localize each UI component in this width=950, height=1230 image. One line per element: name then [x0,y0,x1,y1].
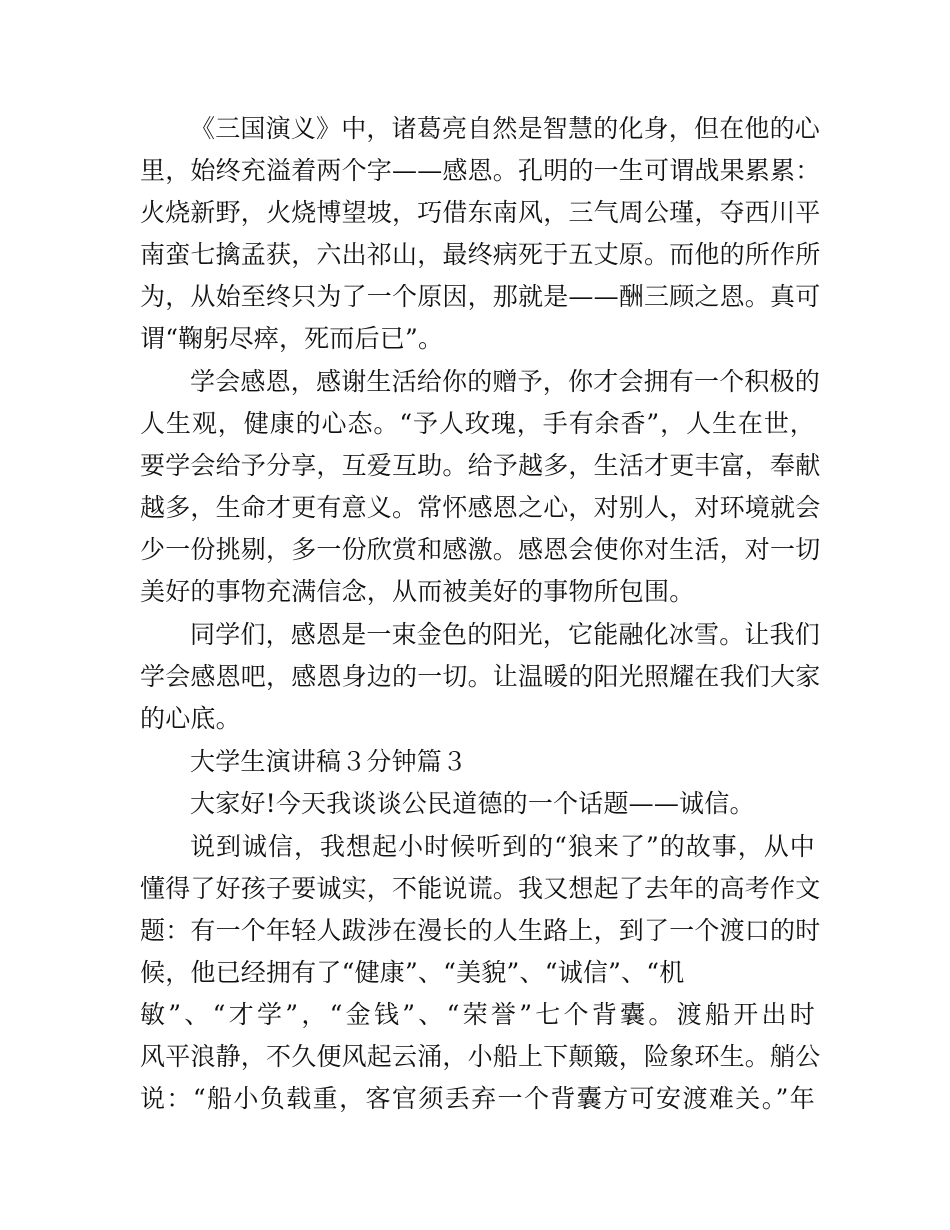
text-line: 越多，生命才更有意义。常怀感恩之心，对别人，对环境就会 [140,493,821,522]
text-line: 敏”、“才学”，“金钱”、“荣誉”七个背囊。渡船开出时 [140,1000,815,1029]
text-line: 懂得了好孩子要诚实，不能说谎。我又想起了去年的高考作文 [140,874,821,903]
text-line: 美好的事物充满信念，从而被美好的事物所包围。 [140,577,695,606]
text-line: 候，他已经拥有了“健康”、“美貌”、“诚信”、“机 [140,958,685,987]
text-line: 风平浪静，不久便风起云涌，小船上下颠簸，险象环生。艄公 [140,1042,821,1071]
text-line: 说：“船小负载重，客官须丢弃一个背囊方可安渡难关。”年 [140,1084,815,1113]
text-line: 说到诚信，我想起小时候听到的“狼来了”的故事，从中 [190,832,815,861]
text-line: 里，始终充溢着两个字——感恩。孔明的一生可谓战果累累： [140,156,821,185]
text-line: 学会感恩，感谢生活给你的赠予，你才会拥有一个积极的 [190,367,821,396]
text-line: 为，从始至终只为了一个原因，那就是——酬三顾之恩。真可 [140,282,821,311]
text-line: 的心底。 [140,704,241,733]
text-line: 要学会给予分享，互爱互助。给予越多，生活才更丰富，奉献 [140,451,821,480]
text-line: 《三国演义》中，诸葛亮自然是智慧的化身，但在他的心 [190,114,821,143]
text-line: 题：有一个年轻人跋涉在漫长的人生路上，到了一个渡口的时 [140,916,821,945]
text-line: 大家好!今天我谈谈公民道德的一个话题——诚信。 [190,789,755,818]
text-line: 学会感恩吧，感恩身边的一切。让温暖的阳光照耀在我们大家 [140,662,821,691]
text-line: 少一份挑剔，多一份欣赏和感激。感恩会使你对生活，对一切 [140,535,821,564]
text-line: 南蛮七擒孟获，六出祁山，最终病死于五丈原。而他的所作所 [140,240,821,269]
text-line: 火烧新野，火烧博望坡，巧借东南风，三气周公瑾，夺西川平 [140,198,821,227]
text-line: 同学们，感恩是一束金色的阳光，它能融化冰雪。让我们 [190,620,821,649]
text-line: 人生观，健康的心态。“予人玫瑰，手有余香”，人生在世， [140,409,815,438]
section-heading: 大学生演讲稿３分钟篇３ [190,747,468,776]
text-line: 谓“鞠躬尽瘁，死而后已”。 [140,324,444,353]
